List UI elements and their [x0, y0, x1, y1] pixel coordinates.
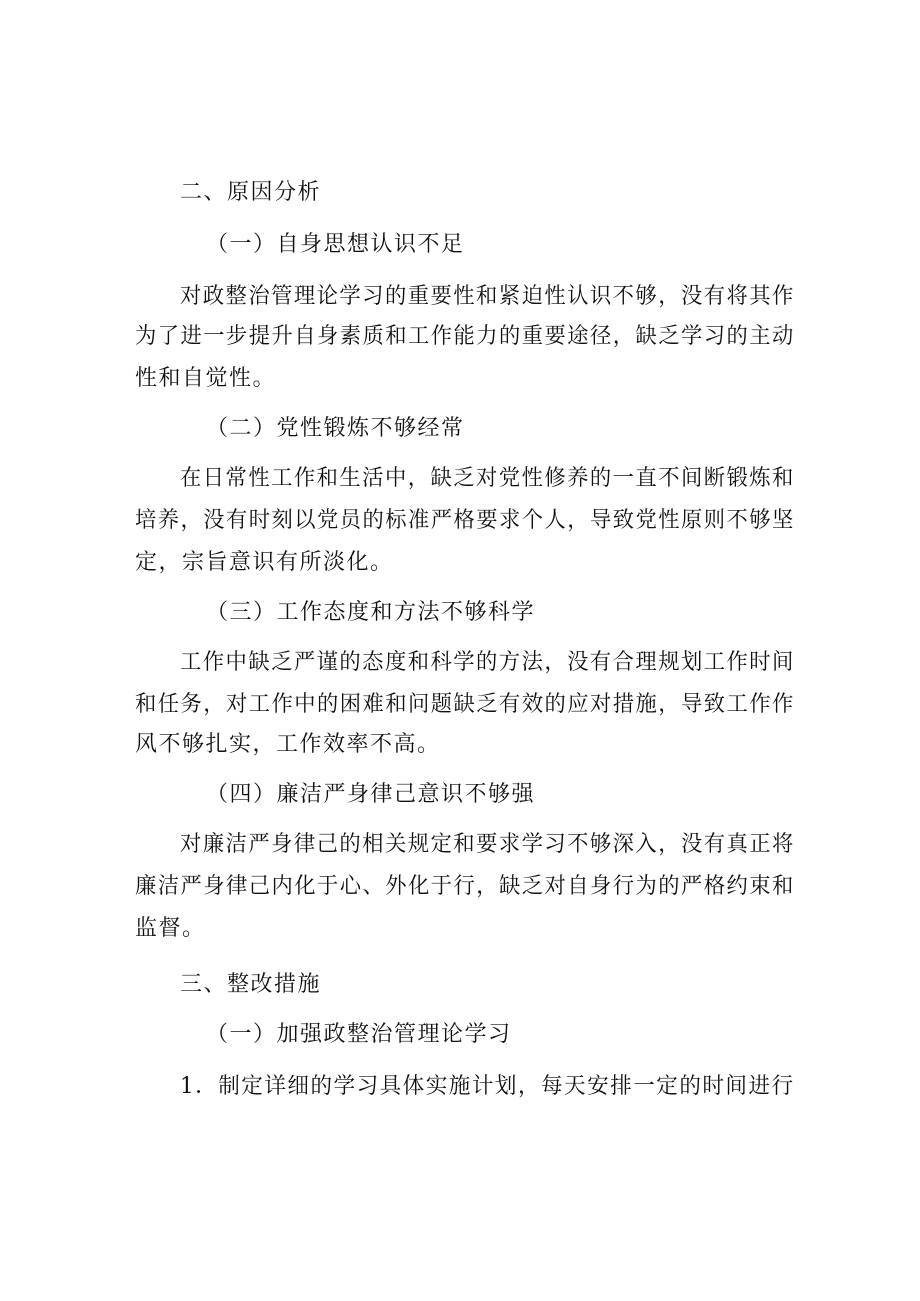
- paragraph-line: 廉洁严身律己内化于心、外化于行，缺乏对自身行为的严格约束和: [135, 874, 795, 899]
- subheading: （一）自身思想认识不足: [206, 232, 465, 257]
- paragraph-line: 为了进一步提升自身素质和工作能力的重要途径，缺乏学习的主动: [135, 324, 795, 349]
- paragraph-line: 工作中缺乏严谨的态度和科学的方法，没有合理规划工作时间: [180, 650, 795, 675]
- subheading: （二）党性锻炼不够经常: [206, 416, 465, 441]
- paragraph-line: 对廉洁严身律己的相关规定和要求学习不够深入，没有真正将: [180, 832, 795, 857]
- subheading: （三）工作态度和方法不够科学: [206, 600, 536, 625]
- paragraph-line: 培养，没有时刻以党员的标准严格要求个人，导致党性原则不够坚: [135, 508, 795, 533]
- paragraph-line: 在日常性工作和生活中，缺乏对党性修养的一直不间断锻炼和: [180, 466, 795, 491]
- paragraph-line: 性和自觉性。: [135, 366, 277, 391]
- section-heading: 二、原因分析: [180, 180, 322, 205]
- paragraph-line: 监督。: [135, 916, 206, 941]
- paragraph-line: 定，宗旨意识有所淡化。: [135, 550, 394, 575]
- paragraph-line: 1．制定详细的学习具体实施计划，每天安排一定的时间进行: [180, 1074, 795, 1099]
- paragraph-line: 风不够扎实，工作效率不高。: [135, 732, 441, 757]
- subheading: （一）加强政整治管理论学习: [206, 1022, 512, 1047]
- section-heading: 三、整改措施: [180, 972, 322, 997]
- subheading: （四）廉洁严身律己意识不够强: [206, 782, 536, 807]
- paragraph-line: 和任务，对工作中的困难和问题缺乏有效的应对措施，导致工作作: [135, 692, 795, 717]
- paragraph-line: 对政整治管理论学习的重要性和紧迫性认识不够，没有将其作: [180, 284, 795, 309]
